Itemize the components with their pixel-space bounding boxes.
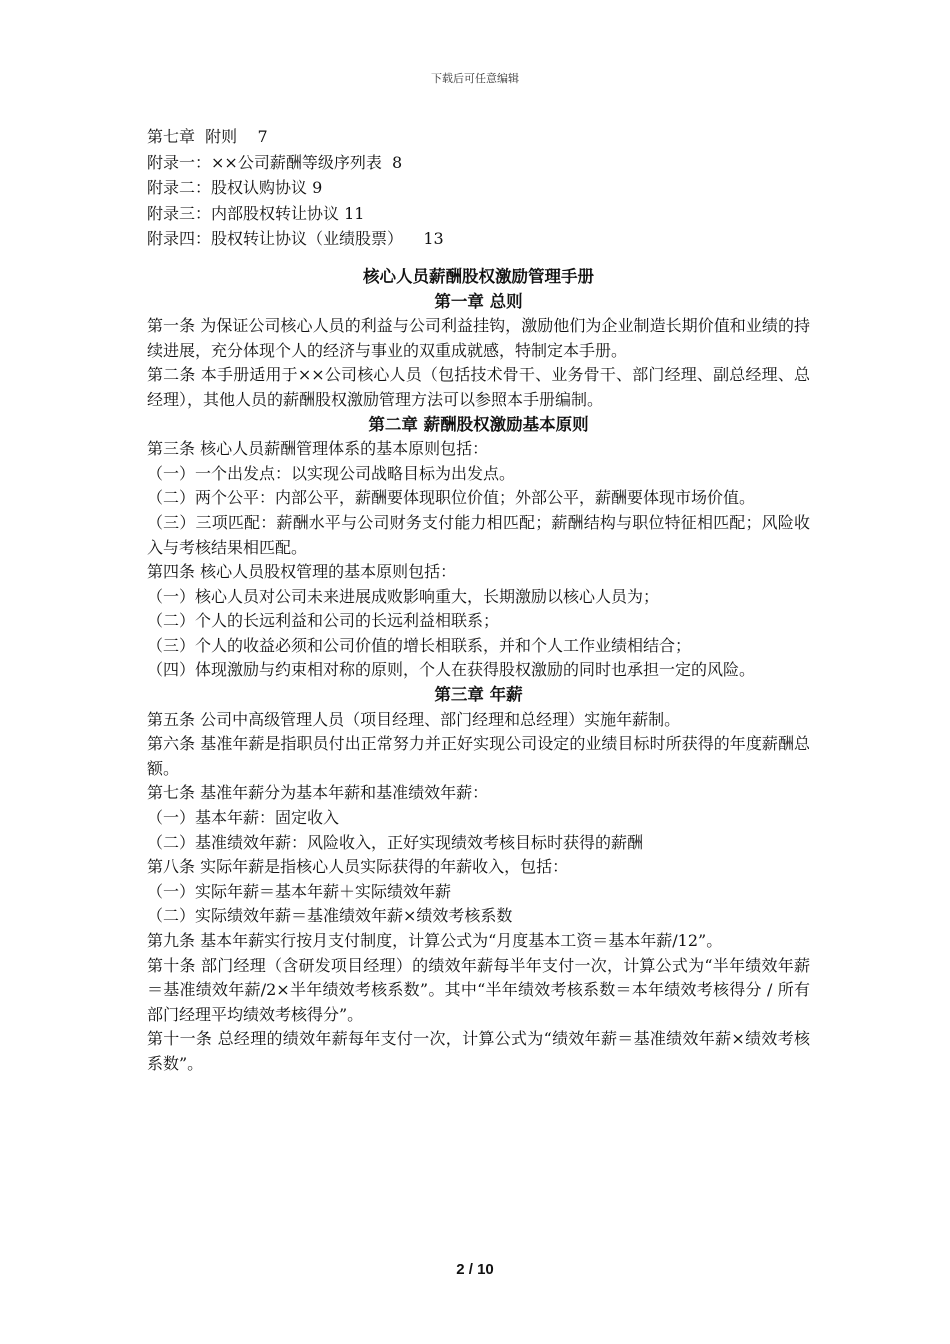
chapter-heading: 第一章 总则 (434, 291, 523, 311)
toc-entry: 附录二：股权认购协议 9 (147, 178, 323, 198)
toc-entry: 附录三：内部股权转让协议 11 (147, 203, 365, 223)
article-paragraph: 第三条 核心人员薪酬管理体系的基本原则包括： (147, 439, 489, 459)
list-item: （一）实际年薪＝基本年薪＋实际绩效年薪 (147, 881, 452, 901)
list-item: （二）实际绩效年薪＝基准绩效年薪×绩效考核系数 (147, 906, 513, 926)
article-paragraph: 第六条 基准年薪是指职员付出正常努力并正好实现公司设定的业绩目标时所获得的年度薪酬总额。 (147, 734, 810, 778)
list-item: （四）体现激励与约束相对称的原则，个人在获得股权激励的同时也承担一定的风险。 (147, 660, 756, 680)
article-paragraph: 第八条 实际年薪是指核心人员实际获得的年薪收入，包括： (147, 857, 569, 877)
table-of-contents (147, 124, 810, 252)
chapter-heading: 第二章 薪酬股权激励基本原则 (368, 414, 589, 434)
list-item: （二）基准绩效年薪：风险收入，正好实现绩效考核目标时获得的薪酬 (147, 832, 644, 852)
list-item: （二）两个公平：内部公平，薪酬要体现职位价值；外部公平，薪酬要体现市场价值。 (147, 488, 756, 508)
page-header-note: 下载后可任意编辑 (431, 72, 519, 85)
chapter-heading: 第三章 年薪 (434, 685, 523, 705)
article-paragraph: 第九条 基本年薪实行按月支付制度，计算公式为“月度基本工资＝基本年薪/12”。 (147, 931, 723, 950)
list-item: （一）基本年薪：固定收入 (147, 808, 340, 828)
article-paragraph: 第四条 核心人员股权管理的基本原则包括： (147, 562, 457, 582)
document-title: 核心人员薪酬股权激励管理手册 (363, 266, 594, 286)
toc-entry: 第七章 附则 7 (147, 127, 268, 146)
list-item: （二）个人的长远利益和公司的长远利益相联系； (147, 611, 500, 631)
article-paragraph: 第七条 基准年薪分为基本年薪和基准绩效年薪： (147, 783, 489, 803)
list-item: （三）三项匹配：薪酬水平与公司财务支付能力相匹配；薪酬结构与职位特征相匹配；风险收入与考核结果相匹配。 (147, 512, 810, 557)
article-paragraph: 第二条 本手册适用于××公司核心人员（包括技术骨干、业务骨干、部门经理、副总经理、总经理），其他人员的薪酬股权激励管理方法可以参照本手册编制。 (147, 365, 810, 409)
list-item: （三）个人的收益必须和公司价值的增长相联系，并和个人工作业绩相结合； (147, 635, 692, 655)
toc-entry: 附录一：××公司薪酬等级序列表 8 (147, 152, 403, 172)
article-paragraph: 第一条 为保证公司核心人员的利益与公司利益挂钩，激励他们为企业制造长期价值和业绩的持续进展，充分体现个人的经济与事业的双重成就感，特制定本手册。 (147, 316, 810, 360)
toc-entry: 附录四：股权转让协议（业绩股票） 13 (147, 229, 444, 249)
list-item: （一）一个出发点：以实现公司战略目标为出发点。 (147, 463, 516, 483)
article-paragraph: 第五条 公司中高级管理人员（项目经理、部门经理和总经理）实施年薪制。 (147, 709, 681, 729)
document-body (147, 124, 810, 1077)
list-item: （一）核心人员对公司未来进展成败影响重大，长期激励以核心人员为； (147, 586, 660, 606)
page-number: 2 / 10 (456, 1261, 494, 1278)
article-paragraph: 第十一条 总经理的绩效年薪每年支付一次，计算公式为“绩效年薪＝基准绩效年薪×绩效考核系数”。 (147, 1029, 810, 1073)
article-paragraph: 第十条 部门经理（含研发项目经理）的绩效年薪每半年支付一次，计算公式为“半年绩效年薪＝基准绩效年薪/2×半年绩效考核系数”。其中“半年绩效考核系数＝本年绩效考核得分 / 所有部门经理平均绩效考核得分”。 (147, 955, 810, 1024)
